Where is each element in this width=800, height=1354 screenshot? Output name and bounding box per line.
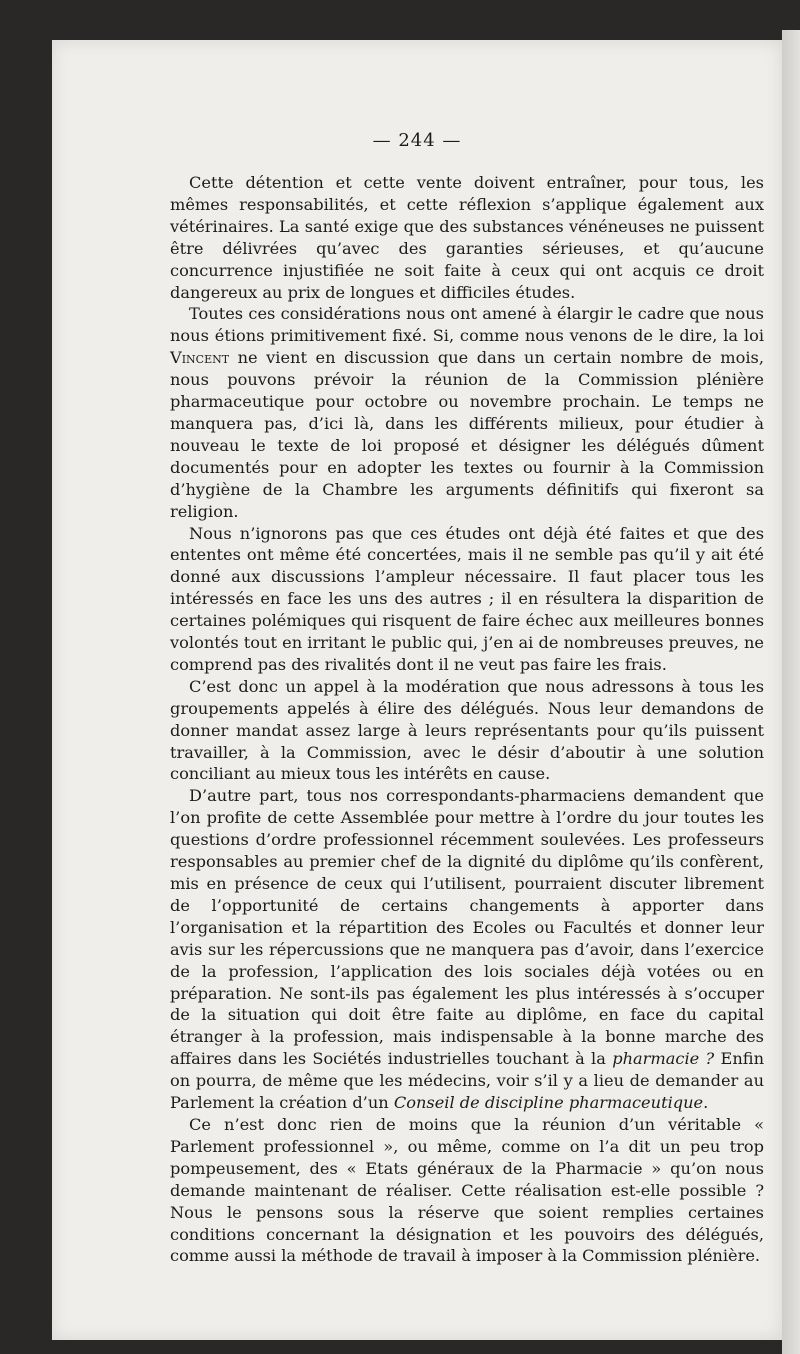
italic-phrase: Conseil de discipline pharmaceutique: [393, 1093, 704, 1113]
paragraph: [170, 1114, 764, 1267]
text-run: Cette détention et cette vente doivent entraîner, pour tous, les mêmes responsabilités, et cette réflexion s’applique également aux vétérinaires. La santé exige que des substances vénéneuses ne puissent être délivrées qu’avec des garanties sérieuses, et qu’aucune concurrence injustifiée ne soit faite à ceux qui ont acquis ce droit dangereux au prix de longues et difficiles études.: [170, 173, 764, 302]
paragraph: [170, 785, 764, 1114]
paragraph: [170, 303, 764, 522]
small-caps-name: Vincent: [170, 348, 230, 368]
paragraph: [170, 172, 764, 303]
text-run: .: [703, 1093, 709, 1113]
adjacent-page-edge: [782, 30, 800, 1354]
text-run: D’autre part, tous nos correspondants-pharmaciens demandent que l’on profite de cette Assemblée pour mettre à l’ordre du jour toutes les questions d’ordre professionnel récemment soulevées. Les professeurs responsables au premier chef de la dignité du diplôme qu’ils confèrent, mis en présence de ceux qui l’utilisent, pourraient discuter librement de l’opportunité de certains changements à apporter dans l’organisation et la répartition des Ecoles ou Facultés et donner leur avis sur les répercussions que ne manquera pas d’avoir, dans l’exercice de la profession, l’application des lois sociales déjà votées ou en préparation. Ne sont-ils pas également les plus intéressés à s’occuper de la situation qui doit être faite au diplôme, en face du capital étranger à la profession, mais indispensable à la bonne marche des affaires dans les Sociétés industrielles touchant à la: [170, 786, 764, 1069]
page-number: — 244 —: [372, 130, 462, 151]
text-run: Ce n’est donc rien de moins que la réunion d’un véritable « Parlement professionnel », ou même, comme on l’a dit un peu trop pompeusement, des « Etats généraux de la Pharmacie » qu’on nous demande maintenant de réaliser. Cette réalisation est-elle possible ? Nous le pensons sous la réserve que soient remplies certaines conditions concernant la désignation et les pouvoirs des délégués, comme aussi la méthode de travail à imposer à la Commission plénière.: [170, 1114, 764, 1266]
italic-phrase: pharmacie ?: [612, 1049, 715, 1069]
body-text: [170, 172, 764, 1267]
paragraph: [170, 523, 764, 676]
text-run: C’est donc un appel à la modération que nous adressons à tous les groupements appelés à élire des délégués. Nous leur demandons de donner mandat assez large à leurs représentants pour qu’ils puissent travailler, à la Commission, avec le désir d’aboutir à une solution conciliant au mieux tous les intérêts en cause.: [170, 676, 764, 784]
text-run: Toutes ces considérations nous ont amené à élargir le cadre que nous nous étions primitivement fixé. Si, comme nous venons de le dire, la loi: [170, 304, 764, 346]
text-run: Enfin on pourra, de même que les médecins, voir s’il y a lieu de demander au Parlement la création d’un: [170, 1049, 764, 1113]
book-page: [52, 40, 782, 1340]
text-run: ne vient en discussion que dans un certain nombre de mois, nous pouvons prévoir la réunion de la Commission plénière pharmaceutique pour octobre ou novembre prochain. Le temps ne manquera pas, d’ici là, dans les différents milieux, pour étudier à nouveau le texte de loi proposé et désigner les délégués dûment documentés pour en adopter les textes ou fournir à la Commission d’hygiène de la Chambre les arguments définitifs qui fixeront sa religion.: [170, 348, 764, 521]
paragraph: [170, 676, 764, 786]
text-run: Nous n’ignorons pas que ces études ont déjà été faites et que des ententes ont même été concertées, mais il ne semble pas qu’il y ait été donné aux discussions l’ampleur nécessaire. Il faut placer tous les intéressés en face les uns des autres ; il en résultera la disparition de certaines polémiques qui risquent de faire échec aux meilleures bonnes volontés tout en irritant le public qui, j’en ai de nombreuses preuves, ne comprend pas des rivalités dont il ne veut pas faire les frais.: [170, 523, 764, 674]
